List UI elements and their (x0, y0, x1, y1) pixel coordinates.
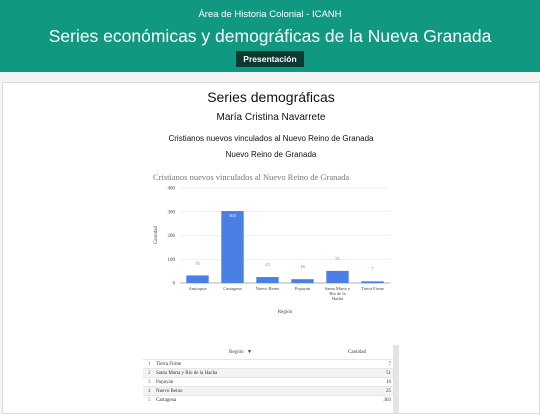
presentation-button[interactable]: Presentación (236, 51, 304, 67)
table-row[interactable] (143, 395, 393, 405)
x-tick-label: Popayán (294, 286, 311, 291)
row-region: Santa Marta y Río de la Hacha (156, 371, 218, 376)
y-tick-label: 100 (167, 257, 175, 263)
x-axis-label: Región (277, 310, 293, 315)
bar-chart (3, 83, 539, 341)
bar (326, 271, 348, 283)
row-amount: 25 (386, 389, 391, 394)
column-header-region[interactable]: Región (229, 350, 244, 355)
series-subtitle: Cristianos nuevos vinculados al Nuevo Reino de Granada (168, 134, 374, 143)
y-tick-label: 200 (167, 234, 175, 239)
bar (256, 277, 278, 283)
data-label: 7 (371, 266, 374, 272)
x-tick-label: Río de la (329, 291, 346, 296)
bar (221, 211, 243, 283)
x-tick-label: Hacha (331, 296, 344, 301)
bar (186, 275, 208, 283)
y-axis-label: Cantidad (154, 225, 159, 245)
row-region: Tierra Firme (156, 362, 182, 367)
row-index: 5 (148, 398, 151, 403)
row-index: 2 (148, 371, 151, 376)
bar (361, 281, 383, 283)
site-title: Series económicas y demográficas de la Nueva Granada (48, 26, 492, 46)
row-region: Popayán (156, 380, 174, 385)
content-panel (2, 82, 540, 414)
x-tick-label: Santa Marta y (324, 286, 351, 291)
column-header-amount[interactable]: Cantidad (348, 350, 367, 355)
table-header (143, 345, 393, 359)
data-label: 303 (229, 213, 236, 219)
series-region: Nuevo Reino de Granada (225, 150, 317, 159)
data-label: 16 (300, 264, 305, 270)
data-label: 25 (265, 262, 270, 268)
row-amount: 16 (386, 380, 391, 385)
x-tick-label: Tierra Firme (361, 286, 384, 291)
row-region: Cartagena (156, 398, 177, 403)
x-tick-label: Nuevo Reino (255, 286, 280, 291)
section-title: Series demográficas (207, 89, 335, 105)
row-amount: 51 (386, 371, 391, 376)
sort-down-icon[interactable]: ▼ (247, 350, 252, 355)
data-label: 51 (335, 255, 340, 261)
table-scrollbar[interactable] (393, 345, 399, 414)
row-index: 1 (148, 362, 151, 367)
row-index: 4 (148, 389, 151, 394)
y-tick-label: 300 (167, 210, 175, 216)
chart-title: Cristianos nuevos vinculados al Nuevo Reino de Granada (153, 172, 350, 182)
bar (291, 279, 313, 283)
row-amount: 7 (388, 362, 391, 367)
y-tick-label: 0 (172, 281, 175, 287)
y-tick-label: 400 (167, 186, 175, 192)
data-table[interactable] (143, 345, 399, 414)
org-name: Área de Historia Colonial - ICANH (198, 9, 342, 20)
data-label: 32 (195, 260, 200, 266)
row-amount: 303 (383, 398, 391, 403)
site-header (0, 0, 540, 72)
row-region: Nuevo Reino (156, 389, 183, 394)
author-name: María Cristina Navarrete (216, 112, 326, 123)
x-tick-label: Cartagena (223, 286, 242, 291)
row-index: 3 (148, 380, 151, 385)
x-tick-label: Antioquia (188, 286, 207, 291)
